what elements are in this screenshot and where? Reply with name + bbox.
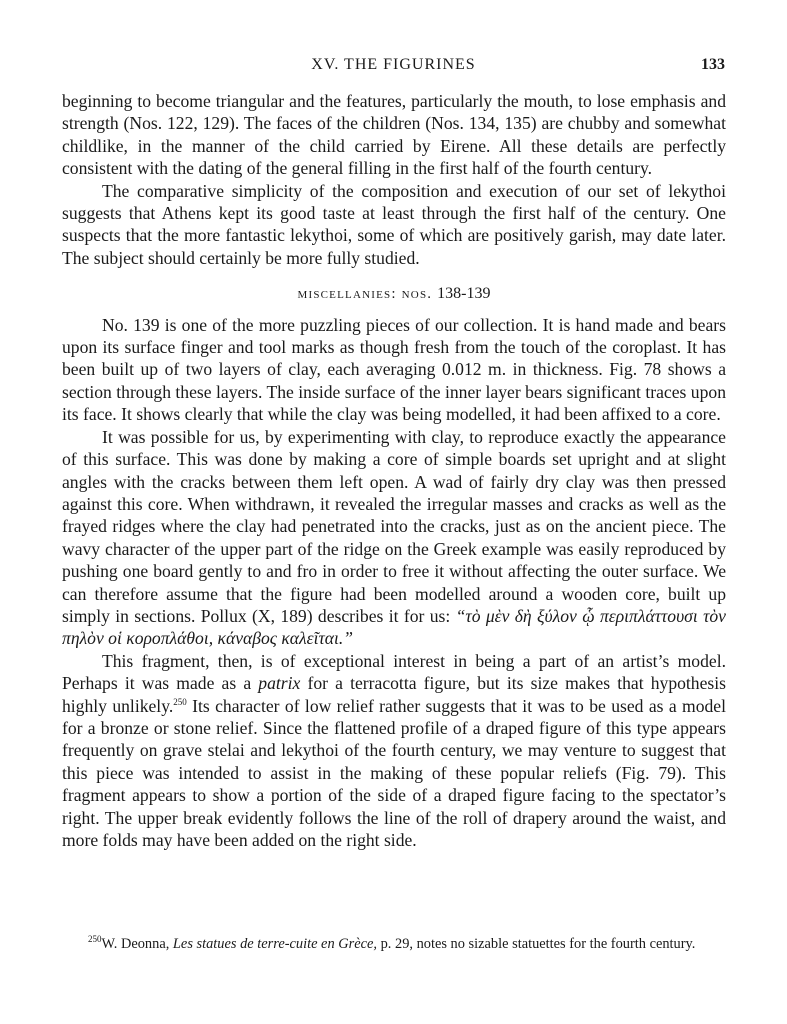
footnote-number: 250: [88, 934, 102, 945]
footnote: [62, 935, 726, 953]
section-heading-label: miscellanies:: [297, 286, 397, 303]
footnote-text: p. 29, notes no sizable statuettes for the fourth century.: [380, 936, 696, 952]
greek-quotation: “τὸ μὲν δὴ ξύλον ᾧ περιπλάττουσι τὸν πηλὸν οἱ κοροπλάθοι, κάναβος καλεῖται.”: [62, 605, 726, 649]
footnote-author: W. Deonna,: [101, 936, 170, 952]
section-heading: [62, 283, 726, 305]
section-heading-range: 138-139: [437, 285, 491, 303]
running-header: [62, 56, 725, 82]
section-heading-nos: nos.: [401, 286, 433, 303]
page-number: 133: [701, 56, 725, 73]
paragraph-fragment-rest: Its character of low relief rather suggests that it was to be used as a model for a bronze or stone relief. Since the flattened profile of a draped figure of this type appears frequently on grave stelai and lekythoi of the fourth century, we may venture to suggest that this piece was intended to assist in the making of these popular reliefs (Fig. 79). This fragment appears to show a portion of the side of a draped figure facing to the spectator’s right. The upper break evidently follows the line of the roll of drapery around the waist, and more folds may have been added on the right side.: [62, 695, 726, 850]
main-text: [62, 90, 726, 851]
paragraph-no-139: No. 139 is one of the more puzzling pieces of our collection. It is hand made and bears upon its surface finger and tool marks as though fresh from the touch of the coroplast. It has been built up of two layers of clay, each averaging 0.012 m. in thickness. Fig. 78 shows a section through these layers. The inside surface of the inner layer bears significant traces upon its face. It shows clearly that while the clay was being modelled, it had been affixed to a core.: [62, 314, 726, 425]
running-title: XV. THE FIGURINES: [311, 56, 476, 73]
paragraph-fragment-start: This fragment, then, is of exceptional interest in being a part of an artist’s model. Perhaps it was made as a: [62, 650, 726, 694]
paragraph-fragment: [62, 650, 726, 852]
paragraph-lekythoi: The comparative simplicity of the composition and execution of our set of lekythoi suggests that Athens kept its good taste at least through the first half of the century. One suspects that the more fantastic lekythoi, some of which are positively garish, may date later. The subject should certainly be more fully studied.: [62, 180, 726, 268]
paragraph-experiment: [62, 426, 726, 650]
footnote-work-title: Les statues de terre-cuite en Grèce,: [172, 936, 377, 952]
term-patrix: patrix: [258, 673, 301, 694]
paragraph-fragment-middle: for a terracotta figure, but its size makes that hypothesis highly unlikely.: [62, 673, 726, 716]
paragraph-experiment-text: It was possible for us, by experimenting with clay, to reproduce exactly the appearance of this surface. This was done by making a core of simple boards set upright and at slight angles with the cracks between them left open. A wad of fairly dry clay was then pressed against this core. When withdrawn, it revealed the irregular masses and cracks as well as the frayed ridges where the clay had penetrated into the cracks, just as on the ancient piece. The wavy character of the upper part of the ridge on the Greek example was easily reproduced by pushing one board gently to and fro in order to free it without affecting the outer surface. We can therefore assume that the figure had been modelled around a wooden core, built up simply in sections. Pollux (X, 189) describes it for us:: [62, 426, 726, 626]
paragraph-continued: beginning to become triangular and the features, particularly the mouth, to lose emphasis and strength (Nos. 122, 129). The faces of the children (Nos. 134, 135) are chubby and somewhat childlike, in the manner of the child carried by Eirene. All these details are perfectly consistent with the dating of the general filling in the first half of the fourth century.: [62, 91, 726, 179]
footnote-reference[interactable]: 250: [173, 696, 187, 707]
